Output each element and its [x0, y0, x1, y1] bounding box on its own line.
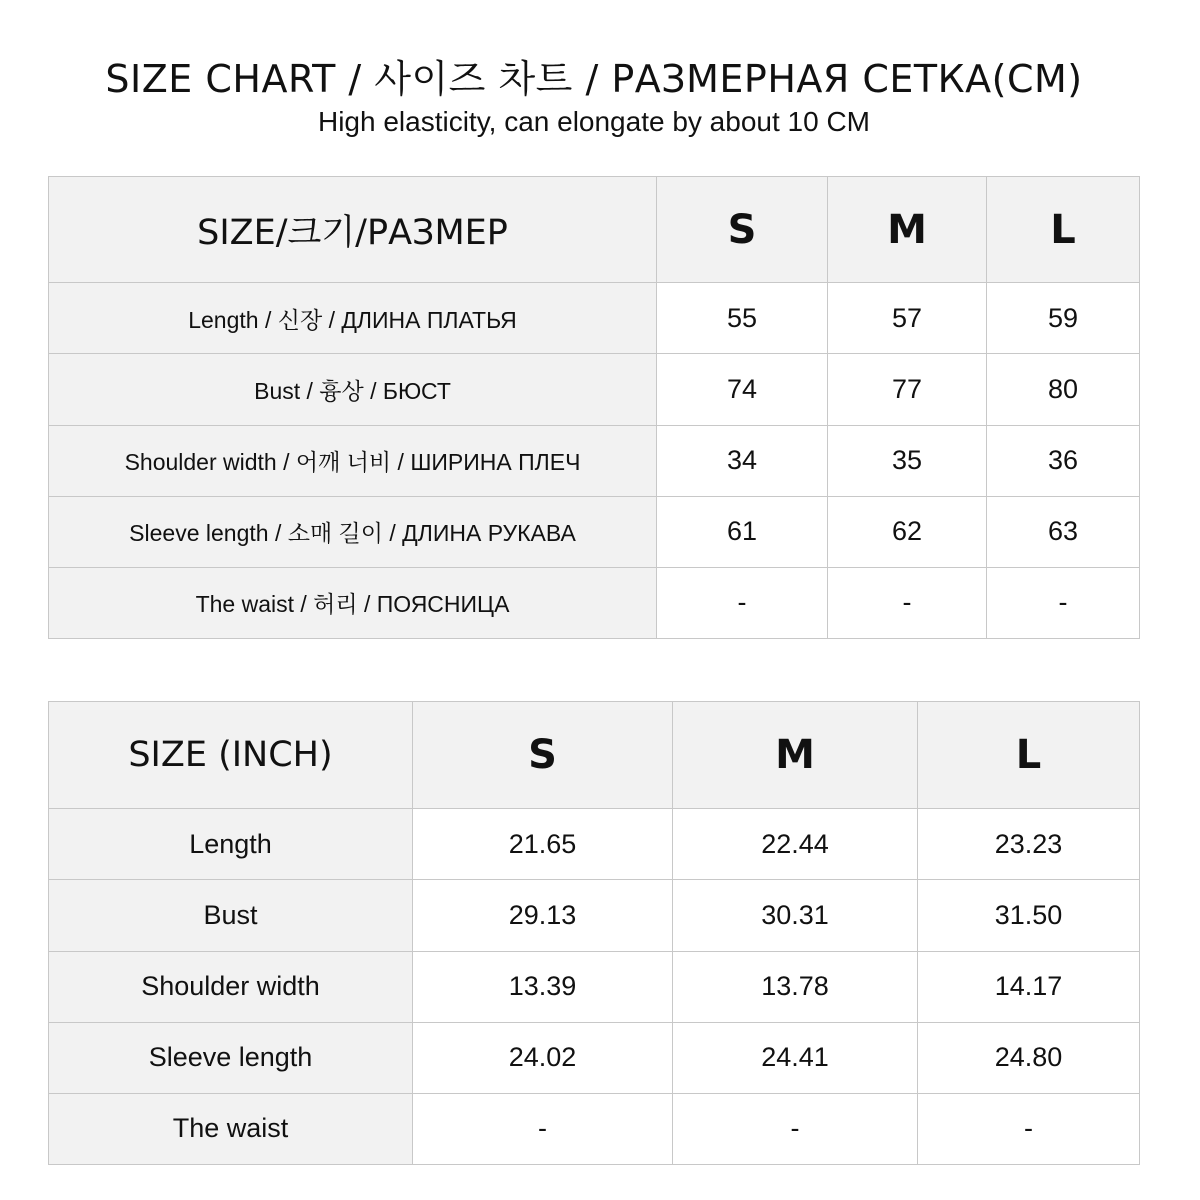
- size-header-label: SIZE (INCH): [49, 702, 413, 809]
- value-cell: 80: [987, 354, 1140, 425]
- page-subtitle: High elasticity, can elongate by about 10 CM: [317, 106, 870, 137]
- table-row: [49, 354, 1140, 425]
- measure-label: Bust / 흉상 / БЮСТ: [49, 354, 657, 425]
- value-cell: 62: [828, 496, 987, 567]
- page-title: SIZE CHART / 사이즈 차트 / РАЗМЕРНАЯ СЕТКА(CM): [105, 57, 1083, 101]
- table-row: [49, 1022, 1140, 1093]
- measure-label: The waist / 허리 / ПОЯСНИЦА: [49, 567, 657, 638]
- value-cell: 29.13: [413, 880, 673, 951]
- table-row: [49, 567, 1140, 638]
- table-row: [49, 951, 1140, 1022]
- inch-size-table: [48, 701, 1140, 1165]
- table-header-row: [49, 177, 1140, 283]
- value-cell: 14.17: [918, 951, 1140, 1022]
- value-cell: 24.41: [673, 1022, 918, 1093]
- value-cell: 57: [828, 283, 987, 354]
- size-header-s: S: [657, 177, 828, 283]
- measure-label: Sleeve length / 소매 길이 / ДЛИНА РУКАВА: [49, 496, 657, 567]
- value-cell: 31.50: [918, 880, 1140, 951]
- measure-label: Length / 신장 / ДЛИНА ПЛАТЬЯ: [49, 283, 657, 354]
- size-header-m: M: [673, 702, 918, 809]
- value-cell: -: [918, 1093, 1140, 1164]
- value-cell: 59: [987, 283, 1140, 354]
- value-cell: 21.65: [413, 809, 673, 880]
- value-cell: 30.31: [673, 880, 918, 951]
- table-row: [49, 283, 1140, 354]
- value-cell: 55: [657, 283, 828, 354]
- value-cell: 13.39: [413, 951, 673, 1022]
- value-cell: -: [673, 1093, 918, 1164]
- value-cell: 36: [987, 425, 1140, 496]
- measure-label: The waist: [49, 1093, 413, 1164]
- value-cell: -: [828, 567, 987, 638]
- table-row: [49, 880, 1140, 951]
- measure-label: Shoulder width: [49, 951, 413, 1022]
- value-cell: 34: [657, 425, 828, 496]
- size-header-s: S: [413, 702, 673, 809]
- value-cell: 23.23: [918, 809, 1140, 880]
- value-cell: -: [657, 567, 828, 638]
- value-cell: 63: [987, 496, 1140, 567]
- value-cell: 35: [828, 425, 987, 496]
- size-header-l: L: [918, 702, 1140, 809]
- measure-label: Bust: [49, 880, 413, 951]
- value-cell: -: [987, 567, 1140, 638]
- table-row: [49, 1093, 1140, 1164]
- measure-label: Shoulder width / 어깨 너비 / ШИРИНА ПЛЕЧ: [49, 425, 657, 496]
- value-cell: 61: [657, 496, 828, 567]
- size-header-l: L: [987, 177, 1140, 283]
- table-row: [49, 496, 1140, 567]
- cm-size-table: [48, 176, 1140, 639]
- value-cell: 77: [828, 354, 987, 425]
- measure-label: Sleeve length: [49, 1022, 413, 1093]
- size-header-label: SIZE/크기/РАЗМЕР: [49, 177, 657, 283]
- table-header-row: [49, 702, 1140, 809]
- measure-label: Length: [49, 809, 413, 880]
- value-cell: -: [413, 1093, 673, 1164]
- value-cell: 24.80: [918, 1022, 1140, 1093]
- value-cell: 74: [657, 354, 828, 425]
- value-cell: 13.78: [673, 951, 918, 1022]
- table-row: [49, 425, 1140, 496]
- size-header-m: M: [828, 177, 987, 283]
- value-cell: 22.44: [673, 809, 918, 880]
- table-row: [49, 809, 1140, 880]
- value-cell: 24.02: [413, 1022, 673, 1093]
